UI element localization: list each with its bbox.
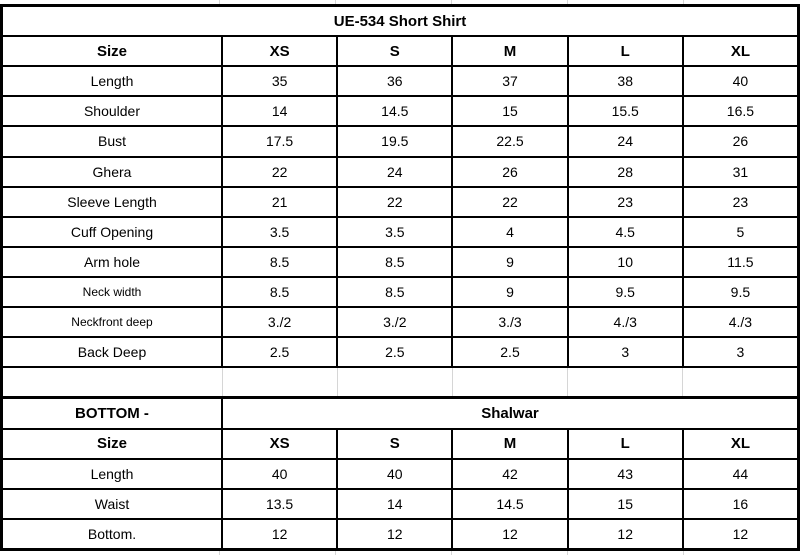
cell-value: 9 [453, 248, 568, 276]
table-row [3, 278, 797, 308]
cell-value: 14.5 [338, 97, 453, 125]
cell-value: 15 [453, 97, 568, 125]
table-row [3, 127, 797, 157]
cell-value: 38 [569, 67, 684, 95]
size-column-header: S [338, 430, 453, 458]
cell-value: 12 [338, 520, 453, 548]
cell-value: 26 [732, 133, 749, 150]
size-column-header: M [453, 430, 568, 458]
cell-value: 15.5 [569, 97, 684, 125]
cell-value: 26 [453, 158, 568, 186]
shirt-header-row [3, 37, 797, 67]
cell-value: 22 [338, 188, 453, 216]
cell-value: 16.5 [726, 103, 755, 120]
row-label: Bust [3, 127, 223, 155]
cell-value: 2.5 [223, 338, 338, 366]
size-header-label: Size [3, 430, 223, 458]
size-column-header: M [453, 37, 568, 65]
cell-value: 17.5 [223, 127, 338, 155]
size-column-header: XS [223, 430, 338, 458]
cell-value: 22 [223, 158, 338, 186]
cell-value: 3.5 [223, 218, 338, 246]
size-header-label: Size [3, 37, 223, 65]
row-label: Bottom. [3, 520, 223, 548]
cell-value: 22.5 [453, 127, 568, 155]
row-label: Back Deep [3, 338, 223, 366]
gridline-segment [336, 551, 452, 555]
cell-value: 22 [453, 188, 568, 216]
spacer-cell [453, 368, 568, 396]
row-label: Waist [3, 490, 223, 518]
cell-value: 23 [732, 193, 749, 210]
cell-value: 12 [223, 520, 338, 548]
row-label: Shoulder [3, 97, 223, 125]
table-row [3, 490, 797, 520]
cell-value: 8.5 [223, 278, 338, 306]
table-row [3, 308, 797, 338]
cell-value: 3 [736, 344, 745, 361]
cell-value: 9.5 [569, 278, 684, 306]
cell-value: 3./3 [453, 308, 568, 336]
gridline-segment [684, 551, 800, 555]
cell-value: 3.5 [338, 218, 453, 246]
spacer-cell [568, 368, 683, 396]
spacer-cell [338, 368, 453, 396]
row-label: Length [3, 67, 223, 95]
cell-value: 3 [569, 338, 684, 366]
cell-value: 31 [732, 163, 749, 180]
row-label: Sleeve Length [3, 188, 223, 216]
table-row [3, 188, 797, 218]
cell-value: 13.5 [223, 490, 338, 518]
cell-value: 9.5 [730, 284, 751, 301]
bottom-section-label: BOTTOM - [3, 399, 223, 427]
size-column-header: XS [223, 37, 338, 65]
cell-value: 5 [736, 223, 745, 240]
cell-value: 12 [453, 520, 568, 548]
bottom-section-row [3, 399, 797, 429]
cell-value: 15 [569, 490, 684, 518]
gridline-segment [220, 551, 336, 555]
gridline-segment [568, 551, 684, 555]
cell-value: 2.5 [453, 338, 568, 366]
cell-value: 12 [732, 525, 749, 542]
row-label: Length [3, 460, 223, 488]
cell-value: 4 [453, 218, 568, 246]
size-column-header: XL [730, 435, 750, 453]
cell-value: 23 [569, 188, 684, 216]
cell-value: 16 [732, 495, 749, 512]
spacer-cell [683, 368, 797, 396]
size-chart-table [0, 4, 800, 551]
table-row [3, 158, 797, 188]
cell-value: 8.5 [338, 248, 453, 276]
cell-value: 2.5 [338, 338, 453, 366]
size-column-header: L [569, 37, 684, 65]
cell-value: 14 [223, 97, 338, 125]
cell-value: 24 [338, 158, 453, 186]
cell-value: 8.5 [338, 278, 453, 306]
row-label: Arm hole [3, 248, 223, 276]
cell-value: 9 [453, 278, 568, 306]
row-label: Neck width [3, 278, 223, 306]
cell-value: 24 [569, 127, 684, 155]
bottom-header-row [3, 430, 797, 460]
cell-value: 4./3 [569, 308, 684, 336]
cell-value: 43 [569, 460, 684, 488]
cell-value: 40 [338, 460, 453, 488]
cell-value: 37 [453, 67, 568, 95]
cell-value: 42 [453, 460, 568, 488]
cell-value: 19.5 [338, 127, 453, 155]
size-column-header: S [338, 37, 453, 65]
cell-value: 40 [732, 73, 749, 90]
cell-value: 35 [223, 67, 338, 95]
table-row [3, 248, 797, 278]
cell-value: 44 [732, 465, 749, 482]
cell-value: 21 [223, 188, 338, 216]
cell-value: 3./2 [338, 308, 453, 336]
table-row [3, 97, 797, 127]
spacer-cell [223, 368, 338, 396]
cell-value: 28 [569, 158, 684, 186]
row-label: Ghera [3, 158, 223, 186]
row-label: Cuff Opening [3, 218, 223, 246]
cell-value: 4.5 [569, 218, 684, 246]
table-row [3, 460, 797, 490]
cell-value: 8.5 [223, 248, 338, 276]
cell-value: 36 [338, 67, 453, 95]
table-row [3, 67, 797, 97]
table-row [3, 338, 797, 368]
bottom-garment-title: Shalwar [481, 404, 539, 422]
bottom-gridline-strip [0, 551, 800, 555]
cell-value: 11.5 [727, 253, 754, 270]
table-row [3, 520, 797, 548]
cell-value: 10 [569, 248, 684, 276]
spacer-row [3, 368, 797, 399]
cell-value: 40 [223, 460, 338, 488]
cell-value: 12 [569, 520, 684, 548]
table-row [3, 218, 797, 248]
cell-value: 4./3 [728, 314, 753, 331]
title-row [3, 7, 797, 37]
size-column-header: L [569, 430, 684, 458]
gridline-segment [452, 551, 568, 555]
size-column-header: XL [730, 42, 750, 60]
cell-value: 14 [338, 490, 453, 518]
cell-value: 14.5 [453, 490, 568, 518]
row-label: Neckfront deep [3, 308, 223, 336]
gridline-segment [0, 551, 220, 555]
table-title: UE-534 Short Shirt [333, 12, 467, 30]
cell-value: 3./2 [223, 308, 338, 336]
spacer-cell [3, 368, 223, 396]
